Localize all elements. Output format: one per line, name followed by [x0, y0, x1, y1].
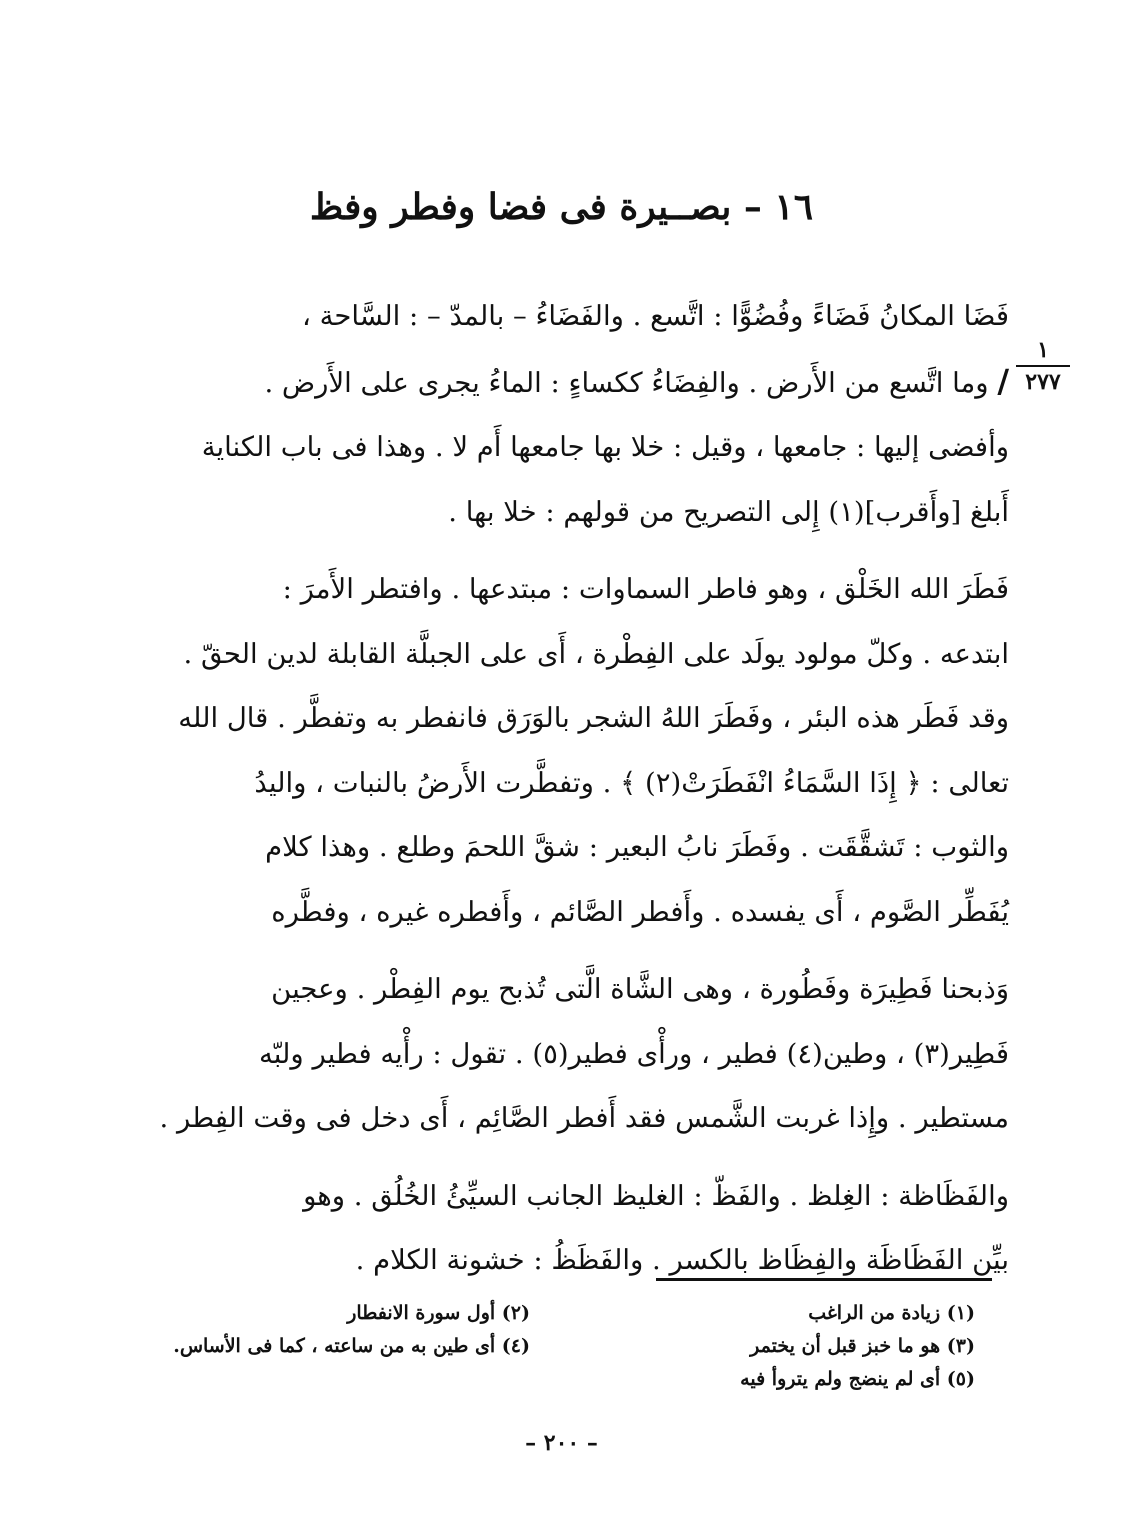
margin-reference-top: ١	[1037, 337, 1049, 363]
text-line: أَبلغ [وأَقرب](١) إِلى التصريح من قولهم : خلا بها .	[448, 495, 1009, 528]
footnote: (٤) أى طين به من ساعته ، كما فى الأساس.	[173, 1335, 530, 1357]
text-line: وما اتَّسع من الأَرض . والفِضَاءُ ككساءٍ : الماءُ يجرى على الأَرض .	[264, 366, 989, 399]
footnote-rule	[656, 1278, 992, 1281]
text-line: والثوب : تَشقَّقَت . وفَطَرَ نابُ البعير : شقَّ اللحمَ وطلع . وهذا كلام	[265, 831, 1009, 863]
text-line: وَذبحنا فَطِيرَة وفَطُورة ، وهى الشَّاة الَّتى تُذبح يوم الفِطْر . وعجين	[271, 973, 1009, 1005]
body-text	[124, 284, 1009, 1293]
footnote: (٣) هو ما خبز قبل أن يختمر	[750, 1335, 975, 1357]
text-line: تعالى : ﴿ إِذَا السَّمَاءُ انْفَطَرَتْ(٢) ﴾ . وتفطَّرت الأَرضُ بالنبات ، واليدُ	[254, 766, 1009, 799]
text-line: وأفضى إليها : جامعها ، وقيل : خلا بها جامعها أَم لا . وهذا فى باب الكناية	[201, 431, 1009, 463]
text-line: ابتدعه . وكلّ مولود يولَد على الفِطْرة ، أَى على الجبلَّة القابلة لدين الحقّ .	[183, 637, 1009, 670]
text-line: وقد فَطَر هذه البئر ، وفَطَرَ اللهُ الشجر بالوَرَق فانفطر به وتفطَّر . قال الله	[178, 702, 1009, 734]
text-line: والفَظَاظة : الغِلظ . والفَظّ : الغليظ الجانب السيِّئُ الخُلُق . وهو	[303, 1179, 1009, 1212]
text-line: فَطِير(٣) ، وطين(٤) فطير ، ورأْى فطير(٥) . تقول : رأْيه فطير ولبّه	[259, 1037, 1009, 1070]
footnote: (١) زيادة من الراغب	[808, 1302, 975, 1324]
paragraph-fada	[124, 284, 1009, 544]
footnotes-left-column	[150, 1297, 530, 1363]
text-line: مستطير . وإِذا غربت الشَّمس فقد أَفطر الصَّائِم ، أَى دخل فى وقت الفِطر .	[159, 1102, 1009, 1134]
footnotes-right-column	[615, 1297, 975, 1396]
paragraph-fatira	[124, 957, 1009, 1151]
paragraph-fatar	[124, 557, 1009, 944]
folio-marker: /	[997, 361, 1009, 400]
text-line: فَطَرَ الله الخَلْق ، وهو فاطر السماوات : مبتدعها . وافتطر الأَمرَ :	[282, 573, 1009, 605]
margin-reference-divider	[1016, 365, 1070, 367]
footnote: (٢) أول سورة الانفطار	[347, 1302, 530, 1324]
paragraph-fazz	[124, 1164, 1009, 1293]
text-line: يُفَطِّر الصَّوم ، أَى يفسده . وأَفطر الصَّائم ، وأَفطره غيره ، وفطَّره	[271, 895, 1009, 928]
section-title: ١٦ – بصــيرة فى فضا وفطر وفظ	[309, 186, 814, 228]
text-line: فَضَا المكانُ فَضَاءً وفُضُوًّا : اتَّسع . والفَضَاءُ – بالمدّ – : السَّاحة ،	[301, 300, 1009, 332]
text-line: بيِّن الفَظَاظَة والفِظَاظ بالكسر . والفَظَظُ : خشونة الكلام .	[355, 1244, 1009, 1276]
page-number: – ٢٠٠ –	[525, 1430, 598, 1456]
margin-reference	[1013, 338, 1073, 394]
footnote: (٥) أى لم ينضج ولم يتروأ فيه	[740, 1368, 975, 1390]
margin-reference-bottom: ٢٧٧	[1025, 369, 1061, 395]
